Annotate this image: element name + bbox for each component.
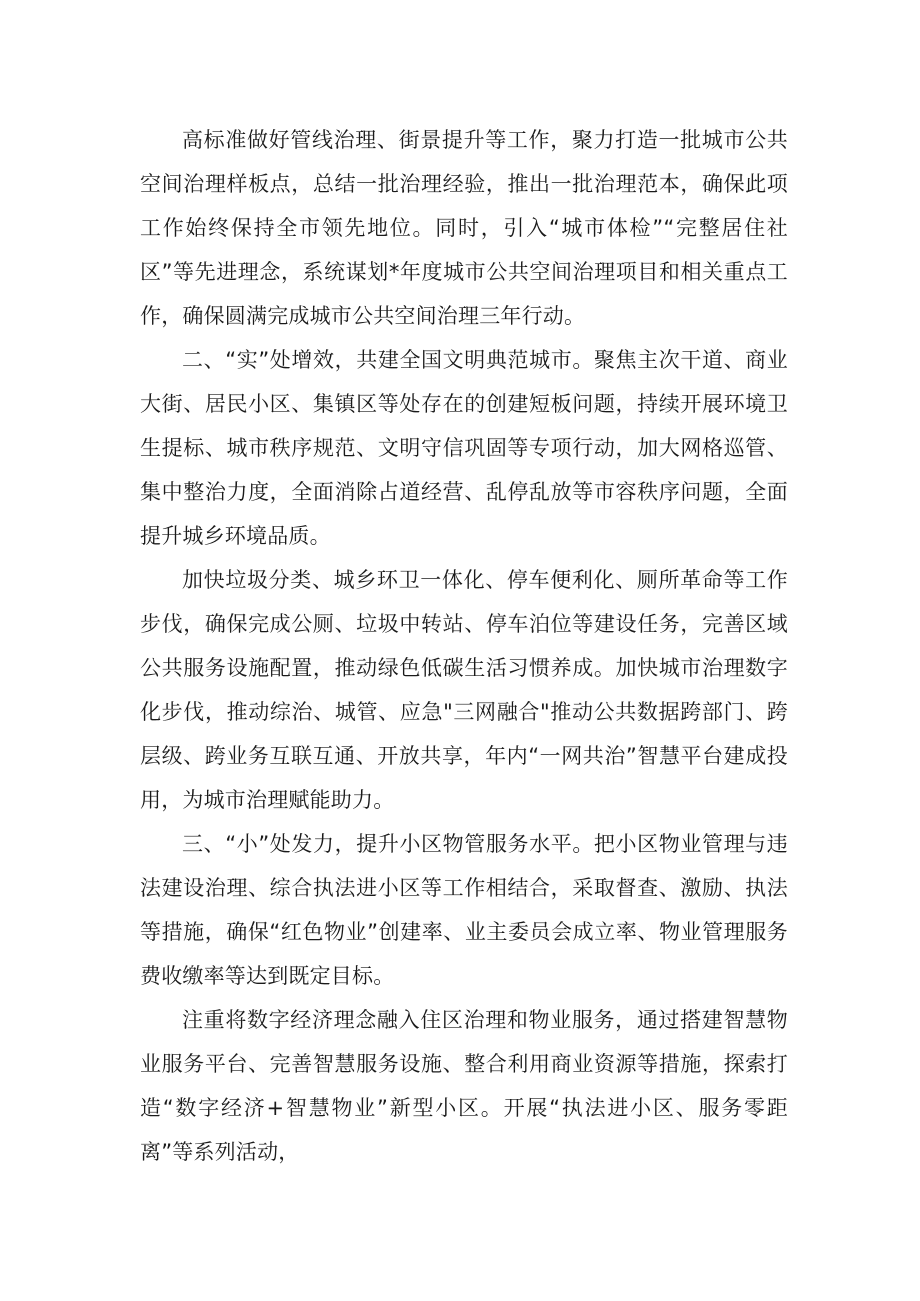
paragraph-garbage-sorting-digital: 加快垃圾分类、城乡环卫一体化、停车便利化、厕所革命等工作步伐，确保完成公厕、垃圾中转站、停车泊位等建设任务，完善区域公共服务设施配置，推动绿色低碳生活习惯养成。加快城市治理数字化步伐，推动综治、城管、应急"三网融合"推动公共数据跨部门、跨层级、跨业务互联互通、开放共享，年内“一网共治”智慧平台建成投用，为城市治理赋能助力。	[140, 568, 788, 812]
paragraph-civilized-city: 二、“实”处增效，共建全国文明典范城市。聚焦主次干道、商业大街、居民小区、集镇区等处存在的创建短板问题，持续开展环境卫生提标、城市秩序规范、文明守信巩固等专项行动，加大网格巡管、集中整治力度，全面消除占道经营、乱停乱放等市容秩序问题，全面提升城乡环境品质。	[140, 348, 788, 548]
paragraph-public-space-governance: 高标准做好管线治理、街景提升等工作，聚力打造一批城市公共空间治理样板点，总结一批治理经验，推出一批治理范本，确保此项工作始终保持全市领先地位。同时，引入“城市体检”“完整居住社区”等先进理念，系统谋划*年度城市公共空间治理项目和相关重点工作，确保圆满完成城市公共空间治理三年行动。	[140, 128, 788, 328]
paragraph-property-management: 三、“小”处发力，提升小区物管服务水平。把小区物业管理与违法建设治理、综合执法进小区等工作相结合，采取督查、激励、执法等措施，确保“红色物业”创建率、业主委员会成立率、物业管理服务费收缴率等达到既定目标。	[140, 832, 788, 988]
document-body	[140, 118, 788, 1174]
paragraph-smart-property: 注重将数字经济理念融入住区治理和物业服务，通过搭建智慧物业服务平台、完善智慧服务设施、整合利用商业资源等措施，探索打造“数字经济+智慧物业”新型小区。开展“执法进小区、服务零距离”等系列活动，	[140, 1008, 788, 1164]
